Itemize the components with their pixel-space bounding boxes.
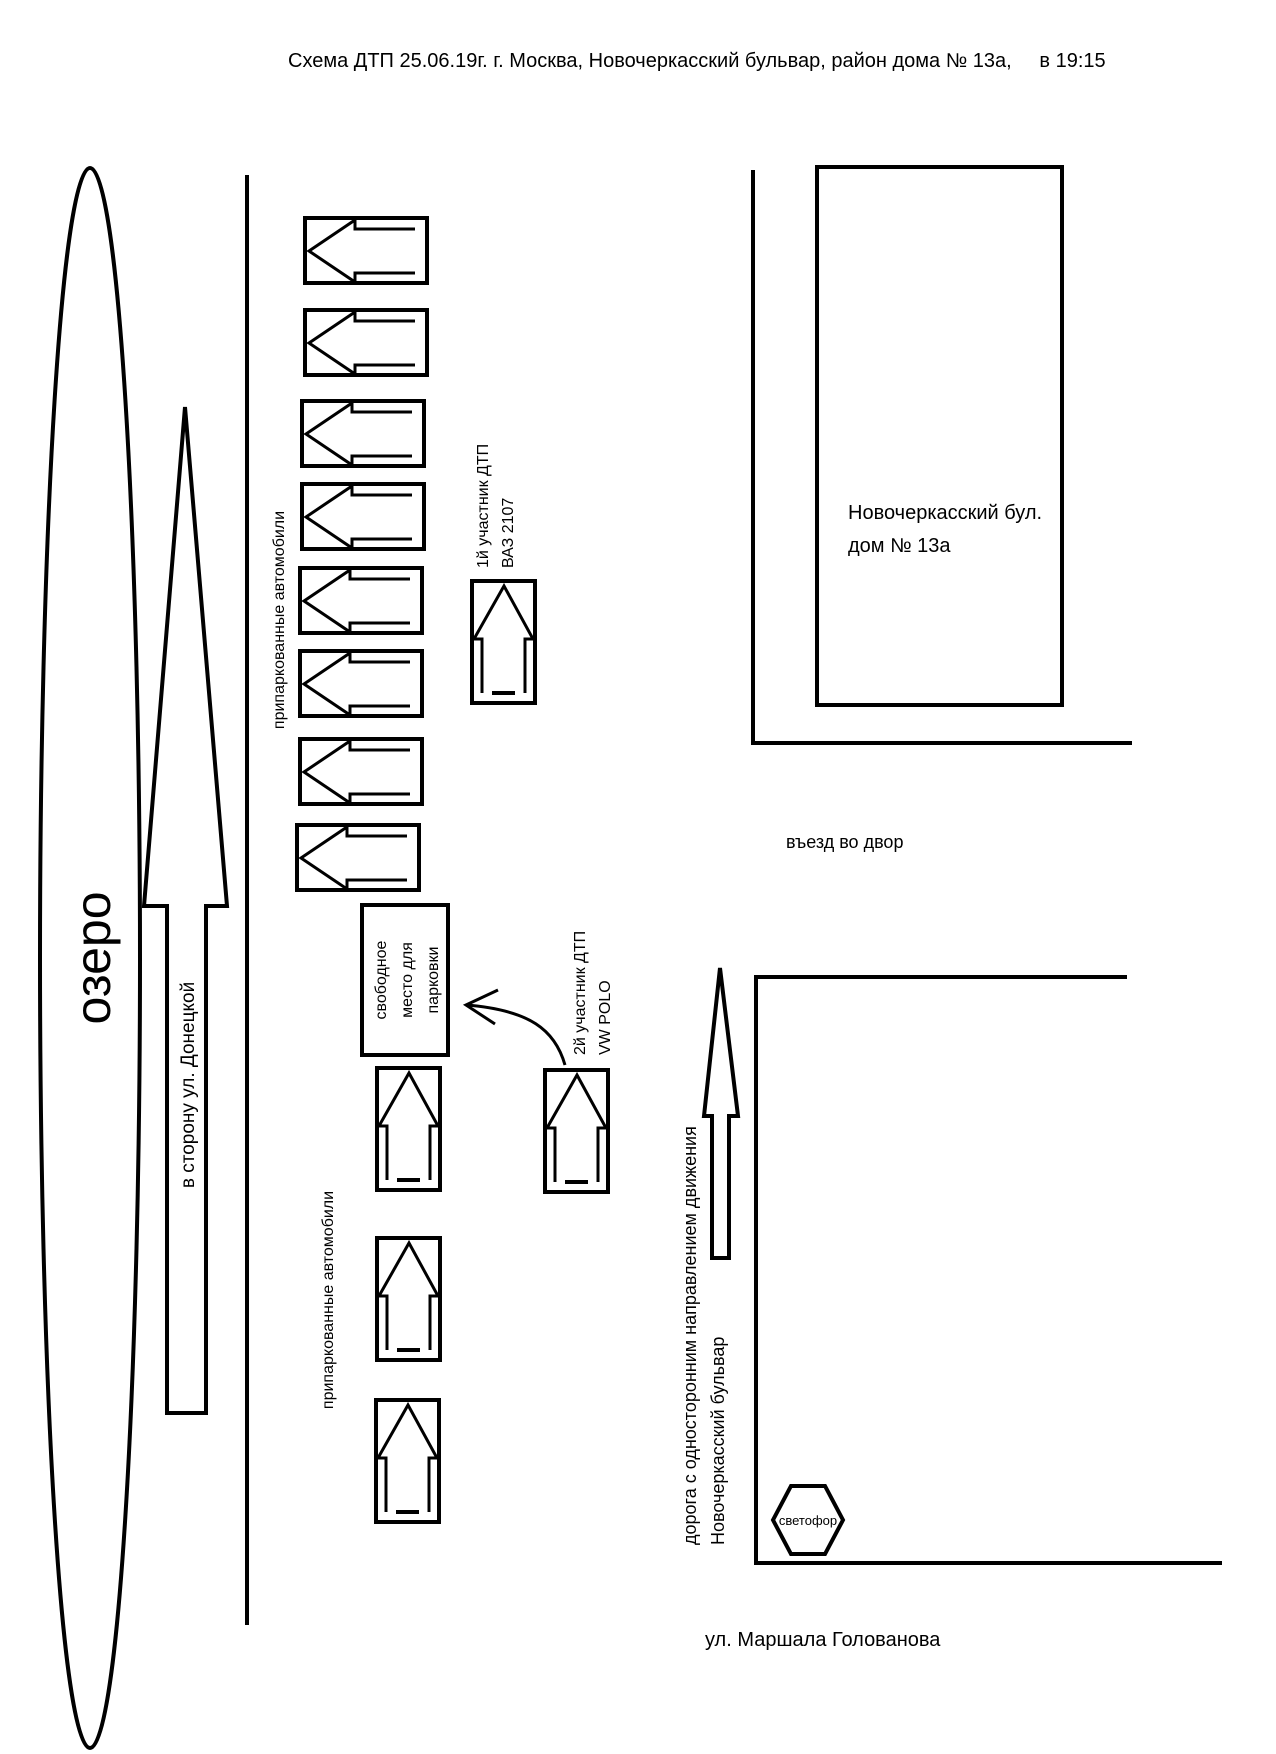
building-13a	[817, 167, 1062, 705]
parked-cars-row-top	[297, 218, 427, 890]
yard-entrance-label: въезд во двор	[786, 832, 904, 852]
parked-car	[300, 651, 422, 716]
participant-2-label-line-1: 2й участник ДТП	[572, 930, 589, 1055]
parked-car	[376, 1400, 439, 1522]
parked-car	[377, 1238, 440, 1360]
block-corner-bottom	[756, 977, 1222, 1563]
parked-cars-label-bottom: припаркованные автомобили	[320, 1190, 337, 1410]
participant-2-label-line-2: VW POLO	[597, 980, 614, 1055]
parked-cars-label-top: припаркованные автомобили	[271, 510, 288, 730]
parked-car	[305, 218, 427, 283]
parked-car	[300, 739, 422, 804]
one-way-label-line-1: дорога с односторонним направлением движения	[680, 1126, 700, 1545]
traffic-light-label: светофор	[778, 1513, 838, 1528]
building-corner-top	[753, 170, 1132, 743]
traffic-direction-arrow	[144, 407, 227, 1413]
parked-cars-row-bottom	[376, 1068, 440, 1522]
lake-label: озеро	[65, 891, 121, 1025]
parked-car	[305, 310, 427, 375]
free-space-line-1: свободное	[373, 940, 390, 1020]
building-label-line-1: Новочеркасский бул.	[848, 502, 1043, 524]
parked-car	[377, 1068, 440, 1190]
direction-label: в сторону ул. Донецкой	[178, 981, 199, 1189]
scheme-title: Схема ДТП 25.06.19г. г. Москва, Новочеркасский бульвар, район дома № 13а, в 19:15	[288, 50, 1106, 72]
cross-street-label: ул. Маршала Голованова	[705, 1629, 941, 1651]
parked-car	[302, 401, 424, 466]
free-space-line-2: место для	[399, 942, 416, 1018]
participant-2-car	[545, 1070, 608, 1192]
parked-car	[297, 825, 419, 890]
participant-1-label-line-1: 1й участник ДТП	[475, 443, 492, 568]
parked-car	[300, 568, 422, 633]
free-space-label	[373, 940, 442, 1019]
parked-car	[302, 484, 424, 549]
one-way-direction-arrow	[704, 968, 738, 1258]
participant-1-car	[472, 581, 535, 703]
free-space-line-3: парковки	[425, 946, 442, 1014]
building-label-line-2: дом № 13а	[848, 535, 951, 557]
participant-1-label-line-2: ВАЗ 2107	[500, 497, 517, 568]
one-way-label-line-2: Новочеркасский бульвар	[708, 1336, 728, 1545]
